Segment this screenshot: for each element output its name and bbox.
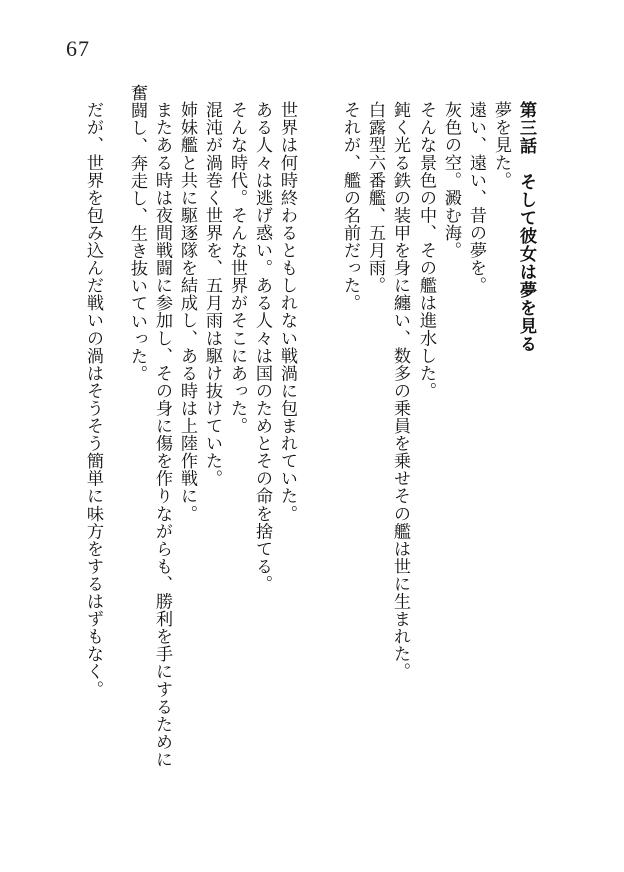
text-line: それが、艦の名前だった。 — [340, 101, 360, 312]
text-line: 遠い、遠い、昔の夢を。 — [466, 101, 486, 295]
text-line: 灰色の空。澱む海。 — [441, 101, 461, 259]
text-line: ある人々は逃げ惑い。ある人々は国のためとその命を捨てる。 — [252, 101, 272, 593]
text-line: 奮闘し、奔走し、生き抜いていった。 — [127, 84, 147, 383]
chapter-title: 第三話 そして彼女は夢を見る — [516, 101, 536, 353]
text-line: 混沌が渦巻く世界を、五月雨は駆け抜けていた。 — [202, 101, 222, 488]
text-line: 鈍く光る鉄の装甲を身に纏い、数多の乗員を乗せその艦は世に生まれた。 — [390, 101, 410, 681]
text-line: またある時は夜間戦闘に参加し、その身に傷を作りながらも、勝利を手にするために — [152, 101, 172, 768]
text-line: 姉妹艦と共に駆逐隊を結成し、ある時は上陸作戦に。 — [177, 101, 197, 523]
text-line: 夢を見た。 — [491, 101, 511, 189]
text-line: そんな景色の中、その艦は進水した。 — [416, 101, 436, 400]
text-line: 白露型六番艦、五月雨。 — [365, 101, 385, 295]
page-number: 67 — [66, 36, 90, 61]
text-line: 世界は何時終わるともしれない戦渦に包まれていた。 — [277, 101, 297, 523]
text-line: だが、世界を包み込んだ戦いの渦はそうそう簡単に味方をするはずもなく。 — [83, 101, 103, 698]
text-line: そんな時代。そんな世界がそこにあった。 — [227, 101, 247, 435]
